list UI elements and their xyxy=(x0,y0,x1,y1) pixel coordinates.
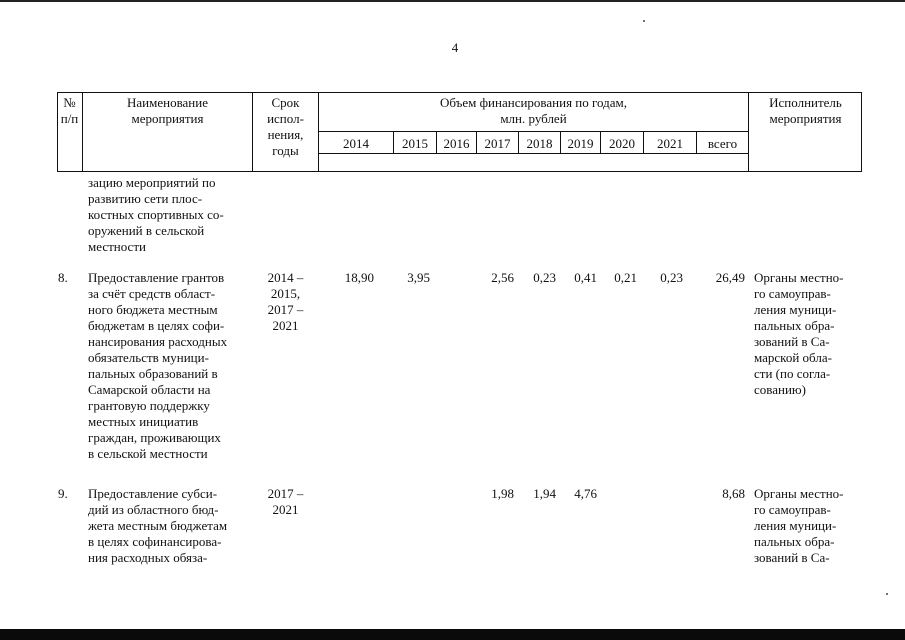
header-num: № п/п xyxy=(60,95,79,126)
scan-bottom-edge xyxy=(0,629,905,640)
row-8-2018: 0,23 xyxy=(533,270,556,285)
header-name: Наименование мероприятия xyxy=(127,95,208,126)
row-9-2019: 4,76 xyxy=(574,486,597,501)
year-header-2015: 2015 xyxy=(402,136,428,151)
row-9-term: 2017 – 2021 xyxy=(267,486,304,517)
year-header-2021: 2021 xyxy=(657,136,683,151)
row-9-num: 9. xyxy=(58,486,68,501)
row-8-name: Предоставление грантов за счёт средств област- ного бюджета местным бюджетам в целях софи- нансирования расходных обязательств муници- пальных образований в Самарской области на грантовую поддержку местных инициатив граждан, проживающих в сельской местности xyxy=(88,270,228,461)
row-8-term: 2014 – 2015, 2017 – 2021 xyxy=(267,270,304,333)
row-8-2021: 0,23 xyxy=(660,270,683,285)
row-8-num: 8. xyxy=(58,270,68,285)
header-subdivider xyxy=(318,131,749,132)
scan-speck xyxy=(886,593,888,595)
row-9-total: 8,68 xyxy=(722,486,745,501)
row-8-total: 26,49 xyxy=(715,270,745,285)
page-number: 4 xyxy=(451,40,459,55)
row-8-2017: 2,56 xyxy=(491,270,514,285)
row-8-2015: 3,95 xyxy=(407,270,430,285)
year-header-2017: 2017 xyxy=(484,136,511,151)
year-header-2019: 2019 xyxy=(567,136,594,151)
row-9-2018: 1,94 xyxy=(533,486,556,501)
year-header-2018: 2018 xyxy=(526,136,553,151)
header-financing: Объем финансирования по годам, млн. рублей xyxy=(439,95,628,126)
header-executor: Исполнитель мероприятия xyxy=(769,95,842,126)
row-8-2020: 0,21 xyxy=(614,270,637,285)
row-8-2019: 0,41 xyxy=(574,270,597,285)
row-9-2017: 1,98 xyxy=(491,486,514,501)
year-header-2016: 2016 xyxy=(443,136,470,151)
scan-top-edge xyxy=(0,0,905,2)
row-8-2014: 18,90 xyxy=(344,270,374,285)
year-header-total: всего xyxy=(707,136,738,151)
header-subdivider xyxy=(318,153,749,154)
row-9-name: Предоставление субси- дий из областного бюд- жета местным бюджетам в целях софинансирова- ния расходных обяза- xyxy=(88,486,228,565)
row-9-executor: Органы местно- го самоуправ- ления муници- пальных обра- зований в Са- xyxy=(754,486,844,565)
scan-speck xyxy=(643,20,645,22)
row-8-executor: Органы местно- го самоуправ- ления муници- пальных обра- зований в Са- марской обла- сти (по согла- сованию) xyxy=(754,270,844,397)
continuation-text: зацию мероприятий по развитию сети плос- костных спортивных со- оружений в сельской местности xyxy=(88,175,224,254)
header-term: Срок испол- нения, годы xyxy=(267,95,304,158)
year-header-2020: 2020 xyxy=(609,136,635,151)
year-header-2014: 2014 xyxy=(343,136,369,151)
